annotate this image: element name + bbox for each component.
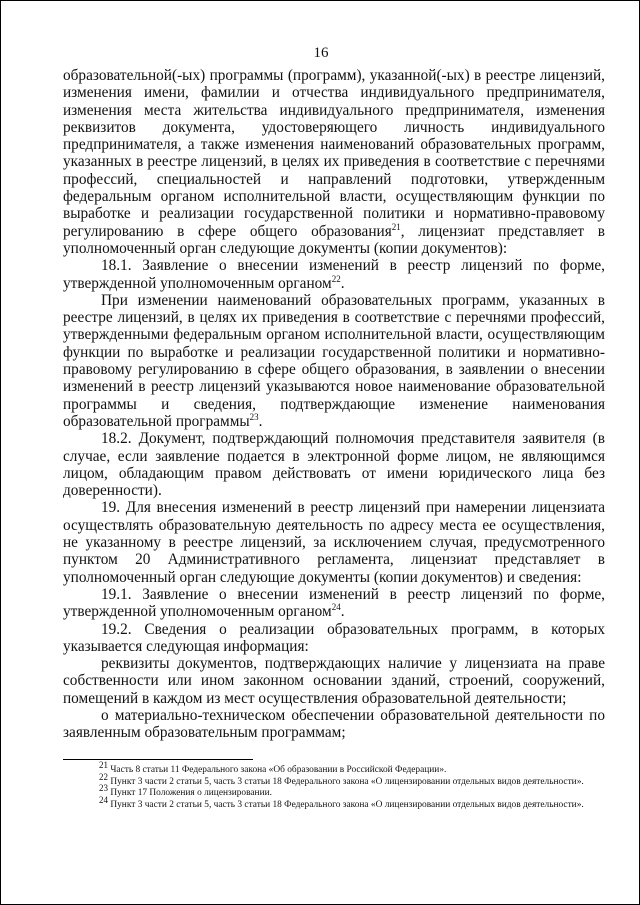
paragraph-material-support bbox=[63, 707, 605, 742]
footnote-text: Часть 8 статьи 11 Федерального закона «Об образовании в Российской Федерации». bbox=[110, 765, 447, 776]
footnote-number: 21 bbox=[99, 760, 108, 770]
paragraph-18-2 bbox=[63, 430, 605, 499]
footnote-ref-24: 24 bbox=[331, 602, 341, 613]
footnote-text: Пункт 3 части 2 статьи 5, часть 3 статьи 18 Федерального закона «О лицензировании отдельных видов деятельности». bbox=[110, 776, 584, 787]
footnote-text: Пункт 3 части 2 статьи 5, часть 3 статьи 18 Федерального закона «О лицензировании отдельных видов деятельности». bbox=[110, 800, 584, 811]
footnote-ref-22: 22 bbox=[331, 273, 341, 284]
document-body bbox=[63, 67, 605, 742]
footnote-ref-21: 21 bbox=[391, 221, 401, 232]
paragraph-text: о материально-техническом обеспечении образовательной деятельности по заявленным образовательным программам; bbox=[63, 706, 605, 742]
footnote-23 bbox=[63, 783, 609, 800]
paragraph-text: 18.2. Документ, подтверждающий полномочия представителя заявителя (в случае, если заявление подается в электронной форме лицом, не являющимся лицом, обладающим правом действовать от имени юридического лица без доверенности). bbox=[63, 430, 605, 500]
paragraph-text: образовательной(-ых) программы (программ), указанной(-ых) в реестре лицензий, изменения имени, фамилии и отчества индивидуального предпринимателя, изменения места жительства индивидуального предпринимателя, изменения реквизитов документа, удостоверяющего личность индивидуального предпринимателя, а также изменения наименований образовательных программ, указанных в реестре лицензий, в целях их приведения в соответствие с перечнями профессий, специальностей и направлений подготовки, утвержденным федеральным органом исполнительной власти, осуществляющим функции по выработке и реализации государственной политики и нормативно-правовому регулированию в сфере общего образования bbox=[63, 67, 605, 240]
paragraph-text: 19. Для внесения изменений в реестр лицензий при намерении лицензиата осуществлять образовательную деятельность по адресу места ее осуществления, не указанному в реестре лицензий, за исключением случая, предусмотренного пунктом 20 Административного регламента, лицензиат представляет в уполномоченный орган следующие документы (копии документов) и сведения: bbox=[63, 499, 605, 586]
paragraph-text: 19.2. Сведения о реализации образовательных программ, в которых указывается следующая информация: bbox=[63, 620, 605, 655]
footnote-number: 22 bbox=[99, 771, 108, 782]
paragraph-19-1 bbox=[63, 586, 605, 621]
footnote-ref-23: 23 bbox=[249, 411, 259, 422]
footnote-24 bbox=[63, 795, 609, 812]
paragraph-requisites bbox=[63, 655, 605, 707]
footnote-number: 23 bbox=[99, 783, 108, 794]
footnote-22 bbox=[63, 771, 609, 789]
paragraph-text-after: . bbox=[340, 274, 345, 292]
paragraph-text: реквизиты документов, подтверждающих наличие у лицензиата на праве собственности или ином законном основании зданий, строений, сооружений, помещений в каждом из мест осуществления образовательной деятельности; bbox=[63, 655, 605, 707]
footnote-21 bbox=[63, 760, 609, 777]
page-number: 16 bbox=[313, 45, 329, 61]
paragraph-text-after: . bbox=[340, 603, 345, 621]
paragraph-text: 19.1. Заявление о внесении изменений в реестр лицензий по форме, утвержденной уполномоченным органом bbox=[63, 585, 605, 621]
footnote-separator bbox=[63, 759, 253, 760]
paragraph-text-after: . bbox=[258, 412, 263, 430]
footnotes bbox=[63, 760, 609, 812]
footnote-text: Пункт 17 Положения о лицензировании. bbox=[110, 788, 272, 799]
paragraph-text-after: , лицензиат представляет в уполномоченный орган следующие документы (копии документов): bbox=[63, 222, 605, 257]
paragraph-renaming bbox=[63, 292, 605, 430]
paragraph-19 bbox=[63, 499, 605, 585]
paragraph-text: 18.1. Заявление о внесении изменений в реестр лицензий по форме, утвержденной уполномоченным органом bbox=[63, 257, 605, 292]
paragraph-18-1 bbox=[63, 257, 605, 292]
paragraph-intro bbox=[63, 67, 605, 257]
footnote-number: 24 bbox=[99, 795, 108, 806]
paragraph-19-2 bbox=[63, 621, 605, 656]
paragraph-text: При изменении наименований образовательных программ, указанных в реестре лицензий, в целях их приведения в соответствие с перечнями профессий, утвержденными федеральным органом исполнительной власти, осуществляющим функции по выработке и реализации государственной политики и нормативно-правовому регулированию в сфере общего образования, в заявлении о внесении изменений в реестр лицензий указываются новое наименование образовательной программы и сведения, подтверждающие изменение наименования образовательной программы bbox=[63, 291, 605, 430]
